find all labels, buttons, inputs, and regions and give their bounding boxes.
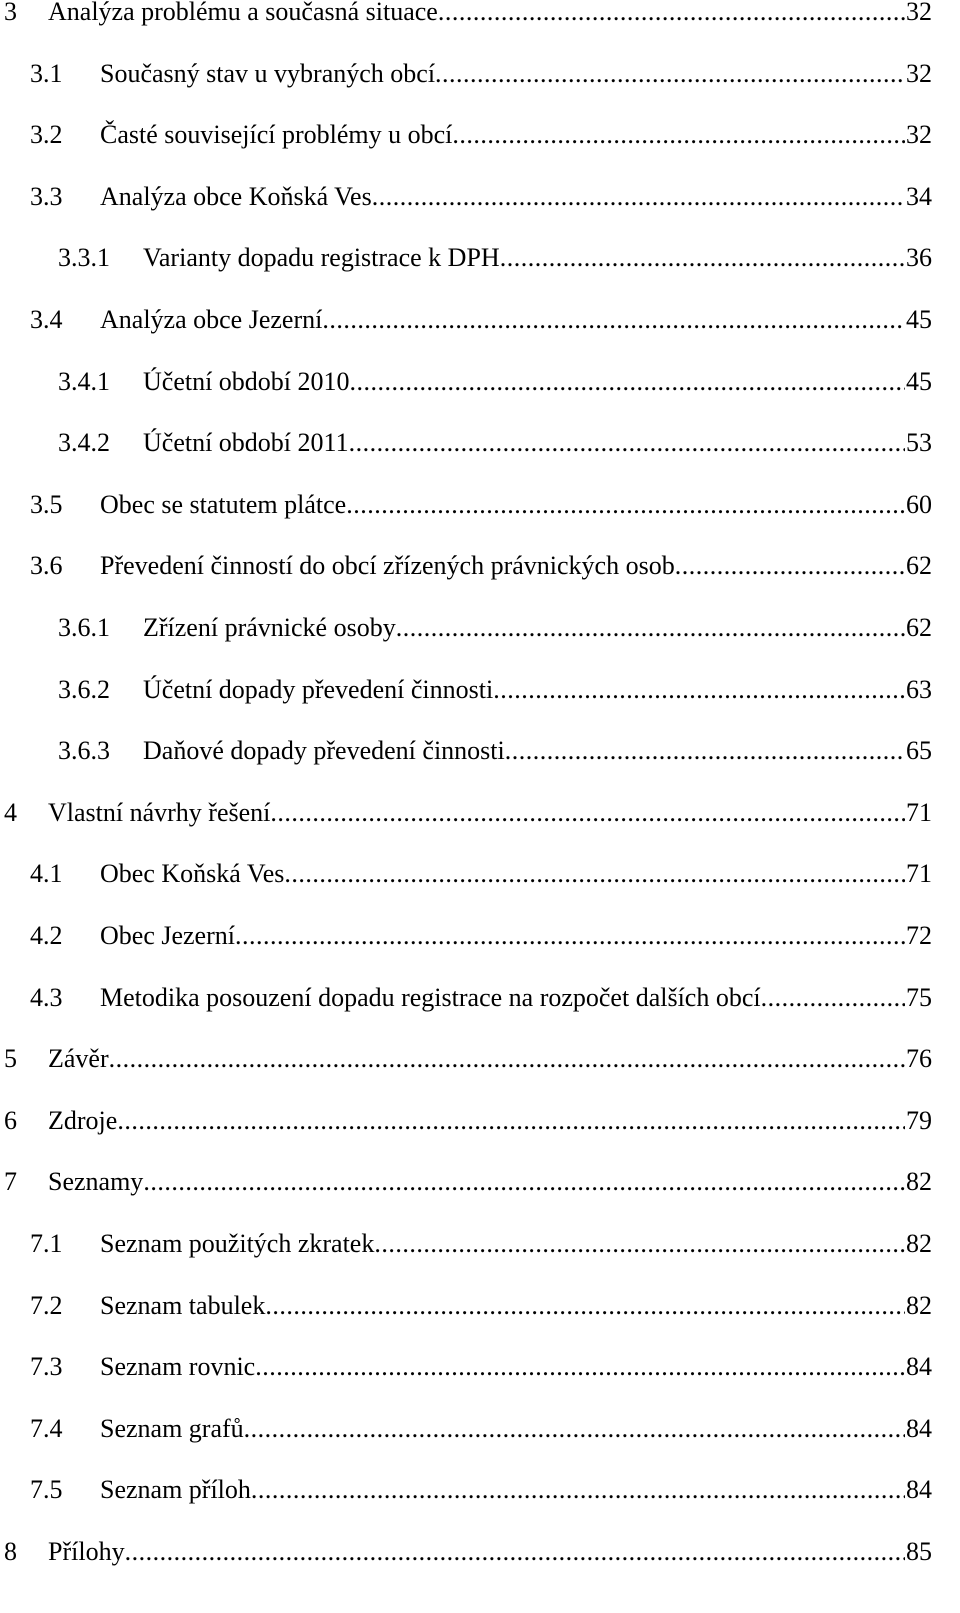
toc-entry[interactable] — [0, 1532, 932, 1572]
toc-entry-page-number: 36 — [906, 243, 932, 273]
dot-leader — [255, 1347, 905, 1387]
toc-entry-main — [100, 1470, 932, 1510]
toc-entry[interactable] — [0, 177, 932, 217]
toc-entry-number: 7 — [4, 1167, 17, 1197]
toc-entry-main — [100, 916, 932, 956]
toc-entry-title: Varianty dopadu registrace k DPH — [143, 243, 500, 273]
toc-entry-page-number: 82 — [906, 1290, 932, 1320]
toc-entry-main — [143, 423, 932, 463]
toc-entry-number: 3.3.1 — [58, 243, 110, 273]
toc-entry-main — [100, 54, 932, 94]
toc-entry-number: 3.4 — [30, 305, 63, 334]
toc-entry-title: Seznam použitých zkratek — [100, 1229, 375, 1258]
toc-entry-page-number: 62 — [906, 551, 932, 581]
toc-entry-title: Daňové dopady převedení činnosti — [143, 736, 505, 766]
toc-entry[interactable] — [0, 793, 932, 833]
toc-entry-page-number: 71 — [906, 859, 932, 889]
toc-entry-title: Zřízení právnické osoby — [143, 613, 396, 642]
toc-entry-page-number: 60 — [906, 489, 932, 519]
toc-entry-main — [143, 670, 932, 710]
toc-entry[interactable] — [0, 978, 932, 1018]
dot-leader — [125, 1532, 905, 1572]
toc-entry-page-number: 62 — [906, 613, 932, 642]
toc-entry-page-number: 71 — [906, 797, 932, 827]
dot-leader — [396, 608, 905, 648]
toc-entry[interactable] — [0, 362, 932, 402]
toc-entry-title: Závěr — [48, 1044, 109, 1074]
dot-leader — [265, 1286, 905, 1326]
toc-entry-page-number: 85 — [906, 1537, 932, 1566]
toc-entry-page-number: 32 — [906, 58, 932, 88]
toc-entry-number: 3.6.1 — [58, 613, 110, 642]
toc-entry-title: Přílohy — [48, 1537, 125, 1566]
toc-entry[interactable] — [0, 1470, 932, 1510]
dot-leader — [322, 300, 905, 340]
toc-entry-title: Účetní dopady převedení činnosti — [143, 674, 494, 704]
toc-entry-main — [100, 115, 932, 155]
toc-entry-main — [100, 300, 932, 340]
toc-entry-main — [100, 1409, 932, 1449]
toc-entry-main — [143, 731, 932, 771]
toc-entry-number: 7.4 — [30, 1413, 63, 1443]
toc-entry-page-number: 63 — [906, 674, 932, 704]
toc-entry-number: 4 — [4, 797, 17, 827]
toc-entry-number: 4.1 — [30, 859, 63, 889]
toc-entry-main — [100, 177, 932, 217]
toc-entry-number: 3.4.1 — [58, 366, 110, 396]
toc-entry[interactable] — [0, 300, 932, 340]
toc-entry-title: Účetní období 2010 — [143, 366, 350, 396]
toc-entry-page-number: 32 — [906, 120, 932, 150]
toc-entry-number: 3 — [4, 0, 17, 26]
dot-leader — [372, 177, 905, 217]
toc-entry[interactable] — [0, 485, 932, 525]
toc-entry-main — [48, 1039, 932, 1079]
toc-entry-number: 3.3 — [30, 181, 63, 211]
toc-entry-page-number: 84 — [906, 1413, 932, 1443]
toc-entry-page-number: 75 — [906, 982, 932, 1012]
toc-entry-title: Obec se statutem plátce — [100, 489, 347, 519]
toc-entry-main — [100, 546, 932, 586]
toc-entry-page-number: 65 — [906, 736, 932, 766]
toc-entry-main — [100, 854, 932, 894]
toc-entry-title: Obec Jezerní — [100, 921, 235, 950]
toc-entry-main — [100, 1224, 932, 1264]
toc-entry[interactable] — [0, 854, 932, 894]
toc-entry-title: Seznamy — [48, 1167, 144, 1197]
dot-leader — [761, 978, 905, 1018]
toc-entry-number: 4.3 — [30, 982, 63, 1012]
toc-entry[interactable] — [0, 1347, 932, 1387]
toc-entry-number: 7.3 — [30, 1352, 63, 1382]
toc-entry-title: Vlastní návrhy řešení — [48, 797, 271, 827]
dot-leader — [452, 115, 905, 155]
dot-leader — [374, 1224, 905, 1264]
toc-entry-title: Seznam rovnic — [100, 1352, 256, 1382]
toc-entry[interactable] — [0, 238, 932, 278]
toc-entry[interactable] — [0, 1101, 932, 1141]
dot-leader — [117, 1101, 905, 1141]
toc-entry-main — [143, 238, 932, 278]
dot-leader — [235, 916, 905, 956]
dot-leader — [493, 670, 905, 710]
toc-entry-page-number: 84 — [906, 1475, 932, 1505]
toc-entry[interactable] — [0, 670, 932, 710]
toc-entry-number: 3.2 — [30, 120, 63, 150]
dot-leader — [109, 1039, 905, 1079]
dot-leader — [251, 1470, 905, 1510]
toc-entry-main — [100, 978, 932, 1018]
toc-entry-title: Metodika posouzení dopadu registrace na rozpočet dalších obcí — [100, 982, 761, 1012]
dot-leader — [143, 1162, 905, 1202]
toc-entry[interactable] — [0, 1409, 932, 1449]
toc-entry[interactable] — [0, 0, 932, 32]
toc-entry-page-number: 82 — [906, 1167, 932, 1197]
dot-leader — [435, 54, 905, 94]
toc-entry-number: 3.6 — [30, 551, 63, 581]
dot-leader — [284, 854, 905, 894]
toc-entry-title: Převedení činností do obcí zřízených právnických osob — [100, 551, 675, 581]
toc-entry-title: Seznam grafů — [100, 1413, 244, 1443]
toc-entry-title: Analýza obce Koňská Ves — [100, 181, 372, 211]
dot-leader — [244, 1409, 905, 1449]
toc-entry-number: 5 — [4, 1044, 17, 1074]
toc-entry-page-number: 34 — [906, 181, 932, 211]
dot-leader — [438, 0, 905, 32]
toc-entry-main — [48, 793, 932, 833]
toc-entry-page-number: 76 — [906, 1044, 932, 1074]
dot-leader — [675, 546, 905, 586]
toc-entry-number: 7.1 — [30, 1229, 63, 1258]
toc-entry-main — [143, 608, 932, 648]
toc-entry[interactable] — [0, 54, 932, 94]
toc-entry-main — [100, 1347, 932, 1387]
toc-entry-title: Obec Koňská Ves — [100, 859, 285, 889]
dot-leader — [270, 793, 905, 833]
toc-entry-main — [48, 1532, 932, 1572]
toc-entry-title: Účetní období 2011 — [143, 428, 349, 458]
toc-entry-page-number: 82 — [906, 1229, 932, 1258]
toc-entry[interactable] — [0, 1224, 932, 1264]
toc-entry-number: 3.6.2 — [58, 674, 110, 704]
toc-entry-page-number: 53 — [906, 428, 932, 458]
toc-entry[interactable] — [0, 608, 932, 648]
toc-entry-page-number: 72 — [906, 921, 932, 950]
toc-entry-number: 3.6.3 — [58, 736, 110, 766]
toc-entry-main — [100, 485, 932, 525]
toc-entry-main — [48, 0, 932, 32]
toc-entry[interactable] — [0, 1162, 932, 1202]
toc-entry-number: 6 — [4, 1105, 17, 1135]
toc-entry-title: Seznam tabulek — [100, 1290, 266, 1320]
toc-entry-title: Seznam příloh — [100, 1475, 251, 1505]
toc-entry[interactable] — [0, 1286, 932, 1326]
toc-entry[interactable] — [0, 546, 932, 586]
toc-entry[interactable] — [0, 1039, 932, 1079]
toc-entry-page-number: 32 — [906, 0, 932, 26]
toc-entry-main — [100, 1286, 932, 1326]
toc-entry-main — [48, 1162, 932, 1202]
toc-entry[interactable] — [0, 731, 932, 771]
toc-entry[interactable] — [0, 916, 932, 956]
toc-entry-title: Zdroje — [48, 1105, 118, 1135]
dot-leader — [500, 238, 905, 278]
toc-entry-number: 3.1 — [30, 58, 63, 88]
dot-leader — [346, 485, 905, 525]
dot-leader — [350, 362, 905, 402]
toc-entry-page-number: 45 — [906, 366, 932, 396]
toc-entry-number: 8 — [4, 1537, 17, 1566]
dot-leader — [505, 731, 905, 771]
toc-entry-title: Současný stav u vybraných obcí — [100, 58, 436, 88]
toc-entry-main — [48, 1101, 932, 1141]
toc-entry-number: 7.2 — [30, 1290, 63, 1320]
toc-entry-main — [143, 362, 932, 402]
toc-entry-number: 4.2 — [30, 921, 63, 950]
toc-entry-number: 3.5 — [30, 489, 63, 519]
toc-entry-page-number: 79 — [906, 1105, 932, 1135]
toc-entry[interactable] — [0, 115, 932, 155]
dot-leader — [349, 423, 905, 463]
toc-entry-title: Analýza obce Jezerní — [100, 305, 323, 334]
toc-entry-number: 3.4.2 — [58, 428, 110, 458]
toc-entry-title: Analýza problému a současná situace — [48, 0, 438, 26]
toc-entry-number: 7.5 — [30, 1475, 63, 1505]
toc-entry-page-number: 84 — [906, 1352, 932, 1382]
toc-entry-title: Časté související problémy u obcí — [100, 120, 453, 150]
toc-entry-page-number: 45 — [906, 305, 932, 334]
toc-entry[interactable] — [0, 423, 932, 463]
